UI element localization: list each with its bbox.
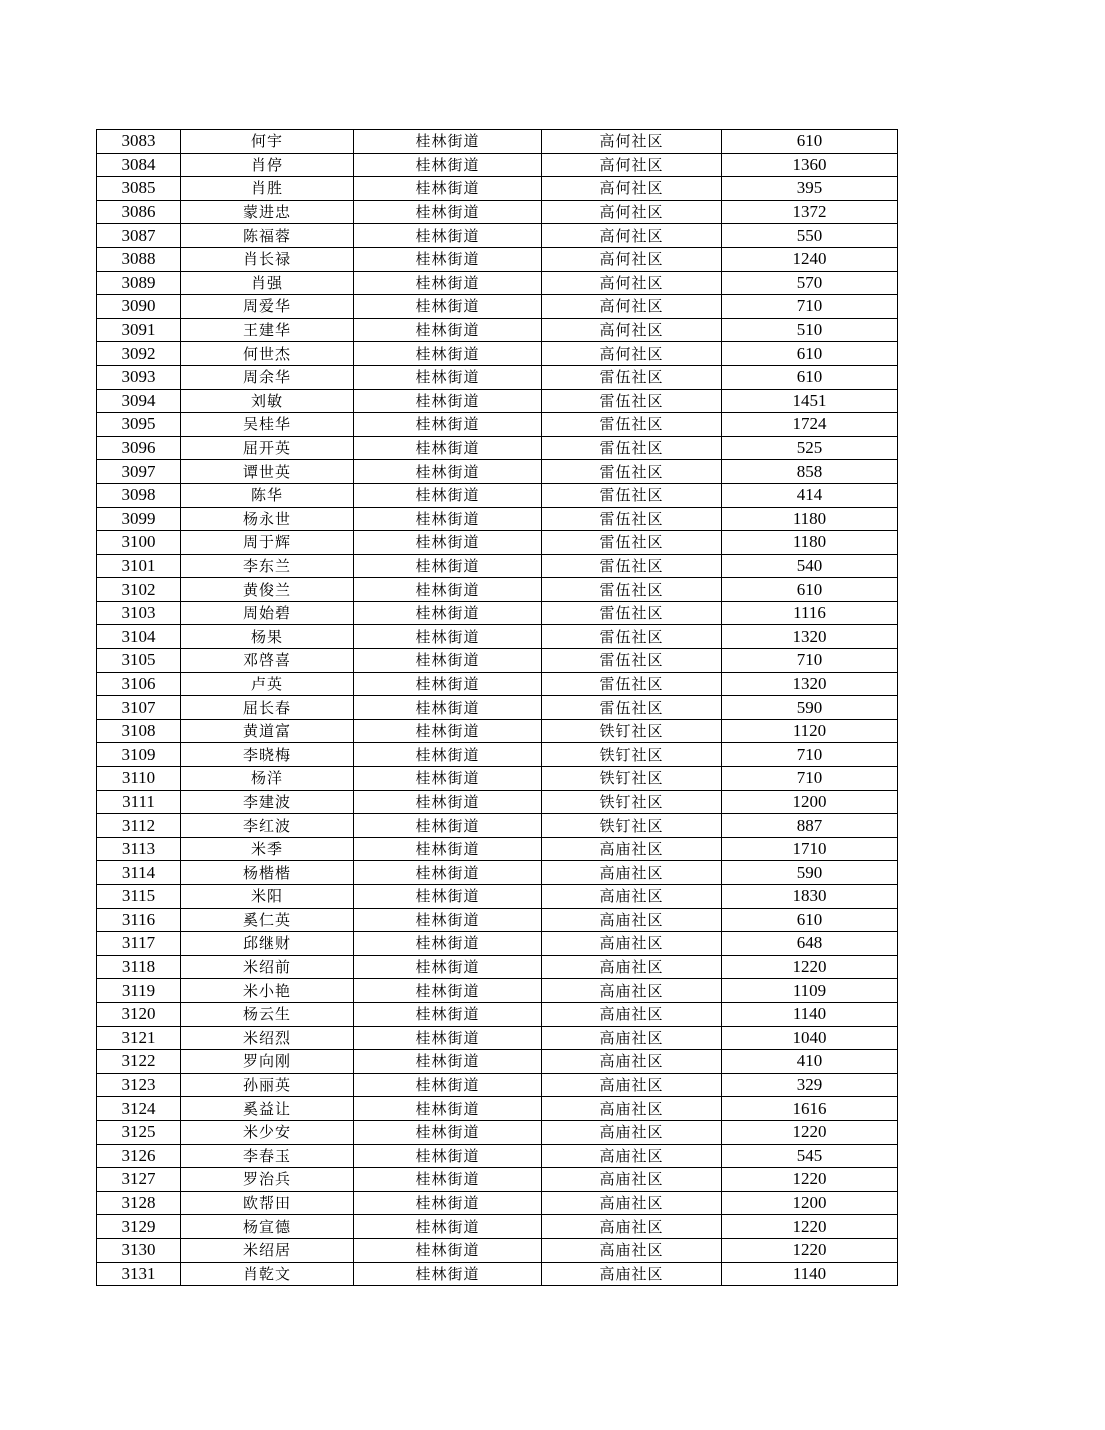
amount-cell: 1320 <box>722 672 898 696</box>
amount-cell: 1320 <box>722 625 898 649</box>
row-number-cell: 3116 <box>97 908 181 932</box>
row-number-cell: 3105 <box>97 649 181 673</box>
street-cell: 桂林街道 <box>354 295 542 319</box>
street-cell: 桂林街道 <box>354 1191 542 1215</box>
community-cell: 高庙社区 <box>542 1073 722 1097</box>
table-row <box>97 885 898 909</box>
community-cell: 高何社区 <box>542 153 722 177</box>
community-cell: 雷伍社区 <box>542 601 722 625</box>
community-cell: 雷伍社区 <box>542 531 722 555</box>
community-cell: 高庙社区 <box>542 908 722 932</box>
community-cell: 雷伍社区 <box>542 696 722 720</box>
amount-cell: 1724 <box>722 413 898 437</box>
name-cell: 米绍居 <box>181 1238 354 1262</box>
name-cell: 李红波 <box>181 814 354 838</box>
table-row <box>97 1073 898 1097</box>
street-cell: 桂林街道 <box>354 578 542 602</box>
row-number-cell: 3117 <box>97 932 181 956</box>
amount-cell: 1220 <box>722 1120 898 1144</box>
table-row <box>97 814 898 838</box>
table-row <box>97 1262 898 1286</box>
street-cell: 桂林街道 <box>354 1262 542 1286</box>
street-cell: 桂林街道 <box>354 318 542 342</box>
table-row <box>97 224 898 248</box>
amount-cell: 710 <box>722 743 898 767</box>
community-cell: 雷伍社区 <box>542 460 722 484</box>
row-number-cell: 3097 <box>97 460 181 484</box>
street-cell: 桂林街道 <box>354 908 542 932</box>
amount-cell: 1140 <box>722 1262 898 1286</box>
row-number-cell: 3120 <box>97 1002 181 1026</box>
street-cell: 桂林街道 <box>354 1050 542 1074</box>
name-cell: 欧帮田 <box>181 1191 354 1215</box>
community-cell: 高庙社区 <box>542 1026 722 1050</box>
street-cell: 桂林街道 <box>354 649 542 673</box>
community-cell: 高庙社区 <box>542 1144 722 1168</box>
table-row <box>97 601 898 625</box>
name-cell: 罗治兵 <box>181 1168 354 1192</box>
row-number-cell: 3090 <box>97 295 181 319</box>
table-row <box>97 767 898 791</box>
street-cell: 桂林街道 <box>354 153 542 177</box>
table-row <box>97 932 898 956</box>
row-number-cell: 3124 <box>97 1097 181 1121</box>
table-row <box>97 719 898 743</box>
table-row <box>97 696 898 720</box>
row-number-cell: 3129 <box>97 1215 181 1239</box>
street-cell: 桂林街道 <box>354 790 542 814</box>
street-cell: 桂林街道 <box>354 177 542 201</box>
community-cell: 高庙社区 <box>542 1215 722 1239</box>
table-row <box>97 413 898 437</box>
amount-cell: 610 <box>722 365 898 389</box>
table-row <box>97 1120 898 1144</box>
amount-cell: 1180 <box>722 531 898 555</box>
street-cell: 桂林街道 <box>354 601 542 625</box>
street-cell: 桂林街道 <box>354 932 542 956</box>
name-cell: 肖胜 <box>181 177 354 201</box>
street-cell: 桂林街道 <box>354 271 542 295</box>
amount-cell: 1180 <box>722 507 898 531</box>
name-cell: 米绍烈 <box>181 1026 354 1050</box>
row-number-cell: 3118 <box>97 955 181 979</box>
amount-cell: 1372 <box>722 200 898 224</box>
street-cell: 桂林街道 <box>354 625 542 649</box>
amount-cell: 710 <box>722 767 898 791</box>
amount-cell: 590 <box>722 696 898 720</box>
street-cell: 桂林街道 <box>354 1168 542 1192</box>
amount-cell: 590 <box>722 861 898 885</box>
street-cell: 桂林街道 <box>354 507 542 531</box>
row-number-cell: 3131 <box>97 1262 181 1286</box>
name-cell: 周爱华 <box>181 295 354 319</box>
street-cell: 桂林街道 <box>354 1026 542 1050</box>
table-row <box>97 1050 898 1074</box>
table-row <box>97 979 898 1003</box>
street-cell: 桂林街道 <box>354 460 542 484</box>
community-cell: 高何社区 <box>542 271 722 295</box>
amount-cell: 540 <box>722 554 898 578</box>
table-row <box>97 837 898 861</box>
name-cell: 奚仁英 <box>181 908 354 932</box>
community-cell: 雷伍社区 <box>542 483 722 507</box>
name-cell: 肖强 <box>181 271 354 295</box>
name-cell: 黄俊兰 <box>181 578 354 602</box>
street-cell: 桂林街道 <box>354 696 542 720</box>
street-cell: 桂林街道 <box>354 1215 542 1239</box>
community-cell: 高何社区 <box>542 318 722 342</box>
row-number-cell: 3123 <box>97 1073 181 1097</box>
name-cell: 肖乾文 <box>181 1262 354 1286</box>
row-number-cell: 3099 <box>97 507 181 531</box>
community-cell: 高庙社区 <box>542 1191 722 1215</box>
community-cell: 铁钉社区 <box>542 719 722 743</box>
amount-cell: 410 <box>722 1050 898 1074</box>
street-cell: 桂林街道 <box>354 1097 542 1121</box>
community-cell: 雷伍社区 <box>542 554 722 578</box>
table-row <box>97 1144 898 1168</box>
street-cell: 桂林街道 <box>354 1144 542 1168</box>
row-number-cell: 3107 <box>97 696 181 720</box>
name-cell: 杨洋 <box>181 767 354 791</box>
amount-cell: 1120 <box>722 719 898 743</box>
name-cell: 孙丽英 <box>181 1073 354 1097</box>
name-cell: 杨云生 <box>181 1002 354 1026</box>
row-number-cell: 3114 <box>97 861 181 885</box>
amount-cell: 510 <box>722 318 898 342</box>
table-row <box>97 1097 898 1121</box>
amount-cell: 1616 <box>722 1097 898 1121</box>
table-row <box>97 177 898 201</box>
row-number-cell: 3126 <box>97 1144 181 1168</box>
street-cell: 桂林街道 <box>354 247 542 271</box>
amount-cell: 570 <box>722 271 898 295</box>
row-number-cell: 3112 <box>97 814 181 838</box>
name-cell: 黄道富 <box>181 719 354 743</box>
community-cell: 高庙社区 <box>542 1002 722 1026</box>
name-cell: 吴桂华 <box>181 413 354 437</box>
table-body <box>97 130 898 1286</box>
row-number-cell: 3098 <box>97 483 181 507</box>
amount-cell: 1710 <box>722 837 898 861</box>
amount-cell: 710 <box>722 649 898 673</box>
community-cell: 铁钉社区 <box>542 814 722 838</box>
name-cell: 杨宣德 <box>181 1215 354 1239</box>
row-number-cell: 3119 <box>97 979 181 1003</box>
street-cell: 桂林街道 <box>354 743 542 767</box>
community-cell: 高何社区 <box>542 177 722 201</box>
community-cell: 雷伍社区 <box>542 649 722 673</box>
amount-cell: 1830 <box>722 885 898 909</box>
name-cell: 李东兰 <box>181 554 354 578</box>
table-row <box>97 955 898 979</box>
amount-cell: 550 <box>722 224 898 248</box>
community-cell: 高庙社区 <box>542 1120 722 1144</box>
table-row <box>97 247 898 271</box>
row-number-cell: 3094 <box>97 389 181 413</box>
table-row <box>97 389 898 413</box>
amount-cell: 648 <box>722 932 898 956</box>
table-row <box>97 153 898 177</box>
amount-cell: 1140 <box>722 1002 898 1026</box>
name-cell: 杨果 <box>181 625 354 649</box>
community-cell: 高何社区 <box>542 200 722 224</box>
amount-cell: 1220 <box>722 1238 898 1262</box>
street-cell: 桂林街道 <box>354 719 542 743</box>
amount-cell: 1200 <box>722 1191 898 1215</box>
amount-cell: 1220 <box>722 1215 898 1239</box>
table-row <box>97 507 898 531</box>
name-cell: 米绍前 <box>181 955 354 979</box>
table-row <box>97 342 898 366</box>
community-cell: 高庙社区 <box>542 861 722 885</box>
table-row <box>97 743 898 767</box>
street-cell: 桂林街道 <box>354 1238 542 1262</box>
amount-cell: 395 <box>722 177 898 201</box>
row-number-cell: 3102 <box>97 578 181 602</box>
community-cell: 雷伍社区 <box>542 413 722 437</box>
row-number-cell: 3100 <box>97 531 181 555</box>
community-cell: 高何社区 <box>542 342 722 366</box>
community-cell: 高庙社区 <box>542 1238 722 1262</box>
name-cell: 周于辉 <box>181 531 354 555</box>
table-row <box>97 271 898 295</box>
table-row <box>97 1026 898 1050</box>
community-cell: 铁钉社区 <box>542 790 722 814</box>
name-cell: 李建波 <box>181 790 354 814</box>
street-cell: 桂林街道 <box>354 861 542 885</box>
community-cell: 高何社区 <box>542 224 722 248</box>
name-cell: 何宇 <box>181 130 354 154</box>
street-cell: 桂林街道 <box>354 814 542 838</box>
name-cell: 何世杰 <box>181 342 354 366</box>
name-cell: 屈长春 <box>181 696 354 720</box>
table-row <box>97 318 898 342</box>
name-cell: 邱继财 <box>181 932 354 956</box>
community-cell: 高何社区 <box>542 130 722 154</box>
row-number-cell: 3093 <box>97 365 181 389</box>
name-cell: 米季 <box>181 837 354 861</box>
street-cell: 桂林街道 <box>354 979 542 1003</box>
community-cell: 雷伍社区 <box>542 625 722 649</box>
table-row <box>97 625 898 649</box>
street-cell: 桂林街道 <box>354 130 542 154</box>
community-cell: 高庙社区 <box>542 955 722 979</box>
amount-cell: 710 <box>722 295 898 319</box>
row-number-cell: 3113 <box>97 837 181 861</box>
row-number-cell: 3125 <box>97 1120 181 1144</box>
row-number-cell: 3091 <box>97 318 181 342</box>
row-number-cell: 3095 <box>97 413 181 437</box>
community-cell: 高庙社区 <box>542 885 722 909</box>
community-cell: 雷伍社区 <box>542 365 722 389</box>
name-cell: 米少安 <box>181 1120 354 1144</box>
row-number-cell: 3104 <box>97 625 181 649</box>
name-cell: 王建华 <box>181 318 354 342</box>
amount-cell: 1360 <box>722 153 898 177</box>
community-cell: 高庙社区 <box>542 1168 722 1192</box>
name-cell: 陈华 <box>181 483 354 507</box>
row-number-cell: 3084 <box>97 153 181 177</box>
row-number-cell: 3111 <box>97 790 181 814</box>
amount-cell: 610 <box>722 342 898 366</box>
street-cell: 桂林街道 <box>354 1120 542 1144</box>
name-cell: 卢英 <box>181 672 354 696</box>
amount-cell: 329 <box>722 1073 898 1097</box>
amount-cell: 1240 <box>722 247 898 271</box>
table-row <box>97 200 898 224</box>
community-cell: 高何社区 <box>542 295 722 319</box>
street-cell: 桂林街道 <box>354 1002 542 1026</box>
table-row <box>97 672 898 696</box>
row-number-cell: 3130 <box>97 1238 181 1262</box>
table-row <box>97 861 898 885</box>
name-cell: 陈福蓉 <box>181 224 354 248</box>
table-row <box>97 531 898 555</box>
name-cell: 米小艳 <box>181 979 354 1003</box>
name-cell: 刘敏 <box>181 389 354 413</box>
table-row <box>97 460 898 484</box>
table-row <box>97 1191 898 1215</box>
amount-cell: 1040 <box>722 1026 898 1050</box>
name-cell: 杨永世 <box>181 507 354 531</box>
street-cell: 桂林街道 <box>354 837 542 861</box>
name-cell: 肖停 <box>181 153 354 177</box>
community-cell: 雷伍社区 <box>542 436 722 460</box>
community-cell: 雷伍社区 <box>542 578 722 602</box>
name-cell: 谭世英 <box>181 460 354 484</box>
amount-cell: 1451 <box>722 389 898 413</box>
street-cell: 桂林街道 <box>354 672 542 696</box>
community-cell: 高庙社区 <box>542 1050 722 1074</box>
street-cell: 桂林街道 <box>354 224 542 248</box>
street-cell: 桂林街道 <box>354 885 542 909</box>
amount-cell: 887 <box>722 814 898 838</box>
table-row <box>97 365 898 389</box>
name-cell: 周始碧 <box>181 601 354 625</box>
street-cell: 桂林街道 <box>354 955 542 979</box>
street-cell: 桂林街道 <box>354 389 542 413</box>
table-row <box>97 1238 898 1262</box>
table-row <box>97 578 898 602</box>
row-number-cell: 3083 <box>97 130 181 154</box>
community-cell: 高庙社区 <box>542 932 722 956</box>
row-number-cell: 3092 <box>97 342 181 366</box>
table-row <box>97 649 898 673</box>
name-cell: 杨楷楷 <box>181 861 354 885</box>
table-row <box>97 130 898 154</box>
amount-cell: 1220 <box>722 955 898 979</box>
community-cell: 高何社区 <box>542 247 722 271</box>
table-row <box>97 295 898 319</box>
street-cell: 桂林街道 <box>354 554 542 578</box>
amount-cell: 545 <box>722 1144 898 1168</box>
name-cell: 罗向刚 <box>181 1050 354 1074</box>
name-cell: 米阳 <box>181 885 354 909</box>
amount-cell: 525 <box>722 436 898 460</box>
street-cell: 桂林街道 <box>354 531 542 555</box>
name-cell: 屈开英 <box>181 436 354 460</box>
community-cell: 高庙社区 <box>542 1262 722 1286</box>
community-cell: 雷伍社区 <box>542 507 722 531</box>
name-cell: 邓啓喜 <box>181 649 354 673</box>
row-number-cell: 3110 <box>97 767 181 791</box>
row-number-cell: 3089 <box>97 271 181 295</box>
table-row <box>97 483 898 507</box>
amount-cell: 610 <box>722 908 898 932</box>
row-number-cell: 3122 <box>97 1050 181 1074</box>
street-cell: 桂林街道 <box>354 767 542 791</box>
row-number-cell: 3085 <box>97 177 181 201</box>
row-number-cell: 3103 <box>97 601 181 625</box>
street-cell: 桂林街道 <box>354 342 542 366</box>
table-row <box>97 908 898 932</box>
community-cell: 雷伍社区 <box>542 389 722 413</box>
street-cell: 桂林街道 <box>354 1073 542 1097</box>
community-cell: 高庙社区 <box>542 1097 722 1121</box>
street-cell: 桂林街道 <box>354 365 542 389</box>
amount-cell: 610 <box>722 578 898 602</box>
community-cell: 铁钉社区 <box>542 743 722 767</box>
table-row <box>97 1168 898 1192</box>
row-number-cell: 3109 <box>97 743 181 767</box>
amount-cell: 414 <box>722 483 898 507</box>
street-cell: 桂林街道 <box>354 200 542 224</box>
amount-cell: 1116 <box>722 601 898 625</box>
row-number-cell: 3087 <box>97 224 181 248</box>
table-row <box>97 554 898 578</box>
amount-cell: 858 <box>722 460 898 484</box>
street-cell: 桂林街道 <box>354 483 542 507</box>
community-cell: 雷伍社区 <box>542 672 722 696</box>
row-number-cell: 3086 <box>97 200 181 224</box>
row-number-cell: 3096 <box>97 436 181 460</box>
row-number-cell: 3115 <box>97 885 181 909</box>
community-cell: 铁钉社区 <box>542 767 722 791</box>
row-number-cell: 3127 <box>97 1168 181 1192</box>
row-number-cell: 3108 <box>97 719 181 743</box>
street-cell: 桂林街道 <box>354 436 542 460</box>
table-row <box>97 1215 898 1239</box>
table-row <box>97 790 898 814</box>
name-cell: 蒙进忠 <box>181 200 354 224</box>
amount-cell: 1109 <box>722 979 898 1003</box>
row-number-cell: 3121 <box>97 1026 181 1050</box>
table-row <box>97 1002 898 1026</box>
community-cell: 高庙社区 <box>542 979 722 1003</box>
amount-cell: 1200 <box>722 790 898 814</box>
row-number-cell: 3128 <box>97 1191 181 1215</box>
row-number-cell: 3106 <box>97 672 181 696</box>
street-cell: 桂林街道 <box>354 413 542 437</box>
data-table <box>96 129 898 1286</box>
name-cell: 周余华 <box>181 365 354 389</box>
name-cell: 肖长禄 <box>181 247 354 271</box>
table-row <box>97 436 898 460</box>
row-number-cell: 3088 <box>97 247 181 271</box>
name-cell: 李晓梅 <box>181 743 354 767</box>
name-cell: 奚益让 <box>181 1097 354 1121</box>
name-cell: 李春玉 <box>181 1144 354 1168</box>
community-cell: 高庙社区 <box>542 837 722 861</box>
amount-cell: 1220 <box>722 1168 898 1192</box>
amount-cell: 610 <box>722 130 898 154</box>
row-number-cell: 3101 <box>97 554 181 578</box>
